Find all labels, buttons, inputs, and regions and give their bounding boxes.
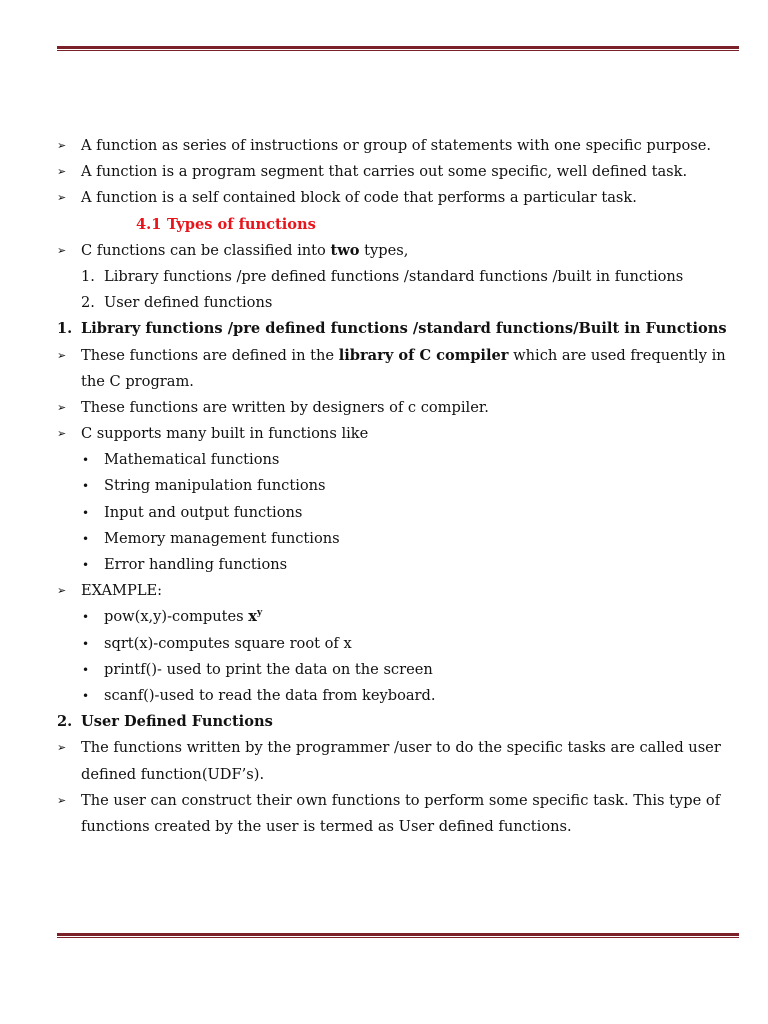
list-item — [0, 343, 768, 369]
arrow-bullet-icon: ➢ — [57, 741, 67, 755]
list-item-text — [81, 238, 408, 264]
superscript: y — [256, 608, 263, 619]
header-rule — [57, 46, 739, 51]
bullet-item — [0, 526, 768, 552]
numbered-item — [0, 264, 768, 290]
list-item-text: EXAMPLE: — [81, 582, 163, 600]
list-item — [0, 238, 768, 264]
list-item-text: The functions written by the programmer /user to do the specific tasks are called user — [81, 739, 721, 757]
heading-text: Library functions /pre defined functions /standard functions/Built in Functions — [81, 320, 727, 338]
bold-text: x — [248, 608, 257, 626]
list-item-text: A function is a self contained block of code that performs a particular task. — [81, 189, 637, 207]
list-item — [0, 578, 768, 604]
list-item-text: The user can construct their own functions to perform some specific task. This type of — [81, 791, 721, 809]
bullet-item-text: Input and output functions — [104, 503, 303, 521]
arrow-bullet-icon: ➢ — [57, 139, 67, 152]
bullet-icon: • — [82, 505, 90, 520]
list-item-text: the C program. — [81, 372, 194, 390]
list-item-text: C supports many built in functions like — [81, 425, 369, 443]
section-title: Types of functions — [167, 215, 316, 233]
bullet-item — [0, 500, 768, 526]
list-item-text: A function is a program segment that carries out some specific, well defined task. — [81, 163, 688, 181]
numbered-item-text: User defined functions — [104, 294, 273, 312]
bullet-item — [0, 657, 768, 683]
heading-number: 1. — [57, 320, 73, 338]
bullet-icon: • — [82, 688, 90, 703]
text-run: types, — [359, 241, 409, 259]
bullet-item-text: sqrt(x)-computes square root of x — [104, 634, 352, 652]
bullet-item — [0, 604, 768, 630]
arrow-bullet-icon: ➢ — [57, 243, 67, 257]
bullet-icon: • — [82, 453, 90, 468]
arrow-bullet-icon: ➢ — [57, 400, 67, 414]
numbered-item — [0, 290, 768, 316]
page-body — [0, 133, 768, 840]
section-heading — [0, 212, 768, 238]
item-number: 2. — [81, 294, 95, 312]
arrow-bullet-icon: ➢ — [57, 348, 67, 362]
item-number: 1. — [81, 267, 95, 285]
bullet-icon: • — [82, 479, 90, 494]
text-run: C functions can be classified into — [81, 241, 331, 259]
list-item-continuation — [0, 369, 768, 395]
bullet-item-text — [104, 604, 262, 630]
bullet-icon: • — [82, 636, 90, 651]
list-item — [0, 159, 768, 185]
heading-number: 2. — [57, 713, 73, 731]
text-run: These functions are defined in the — [81, 346, 339, 364]
bold-text: library of C compiler — [338, 346, 509, 364]
list-item-continuation — [0, 762, 768, 788]
list-item — [0, 735, 768, 761]
list-item — [0, 421, 768, 447]
list-item-text: functions created by the user is termed as User defined functions. — [81, 817, 572, 835]
text-run: which are used frequently in — [508, 346, 726, 364]
arrow-bullet-icon: ➢ — [57, 191, 67, 205]
bullet-item — [0, 683, 768, 709]
bold-text: two — [330, 241, 360, 259]
heading-text: User Defined Functions — [81, 713, 273, 731]
bullet-item-text: scanf()-used to read the data from keyboard. — [104, 686, 436, 704]
bullet-icon: • — [82, 558, 90, 572]
bullet-item — [0, 447, 768, 473]
arrow-bullet-icon: ➢ — [57, 584, 67, 598]
footer-rule — [57, 933, 739, 938]
arrow-bullet-icon: ➢ — [57, 165, 67, 179]
list-item-text — [81, 343, 726, 369]
numbered-item-text: Library functions /pre defined functions /standard functions /built in functions — [104, 267, 684, 285]
list-item-continuation — [0, 814, 768, 840]
bullet-item-text: Memory management functions — [104, 529, 340, 547]
subsection-heading — [0, 316, 768, 342]
subsection-heading — [0, 709, 768, 735]
bullet-icon: • — [82, 531, 90, 546]
list-item — [0, 185, 768, 211]
bullet-item — [0, 631, 768, 657]
bullet-item-text: String manipulation functions — [104, 477, 326, 495]
bullet-item-text: Mathematical functions — [104, 451, 280, 469]
section-number: 4.1 — [136, 215, 162, 233]
list-item — [0, 788, 768, 814]
list-item-text: These functions are written by designers of c compiler. — [81, 398, 489, 416]
bullet-item-text: printf()- used to print the data on the screen — [104, 660, 433, 678]
text-run: pow(x,y)-computes — [104, 608, 249, 626]
bullet-icon: • — [82, 610, 90, 625]
arrow-bullet-icon: ➢ — [57, 427, 67, 441]
bullet-item-text: Error handling functions — [104, 556, 288, 573]
bullet-icon: • — [82, 662, 90, 677]
bullet-item — [0, 552, 768, 578]
arrow-bullet-icon: ➢ — [57, 793, 67, 807]
bullet-item — [0, 473, 768, 499]
list-item — [0, 395, 768, 421]
list-item-text: A function as series of instructions or group of statements with one specific purpose. — [81, 137, 712, 154]
list-item — [0, 133, 768, 159]
list-item-text: defined function(UDF’s). — [81, 765, 265, 783]
